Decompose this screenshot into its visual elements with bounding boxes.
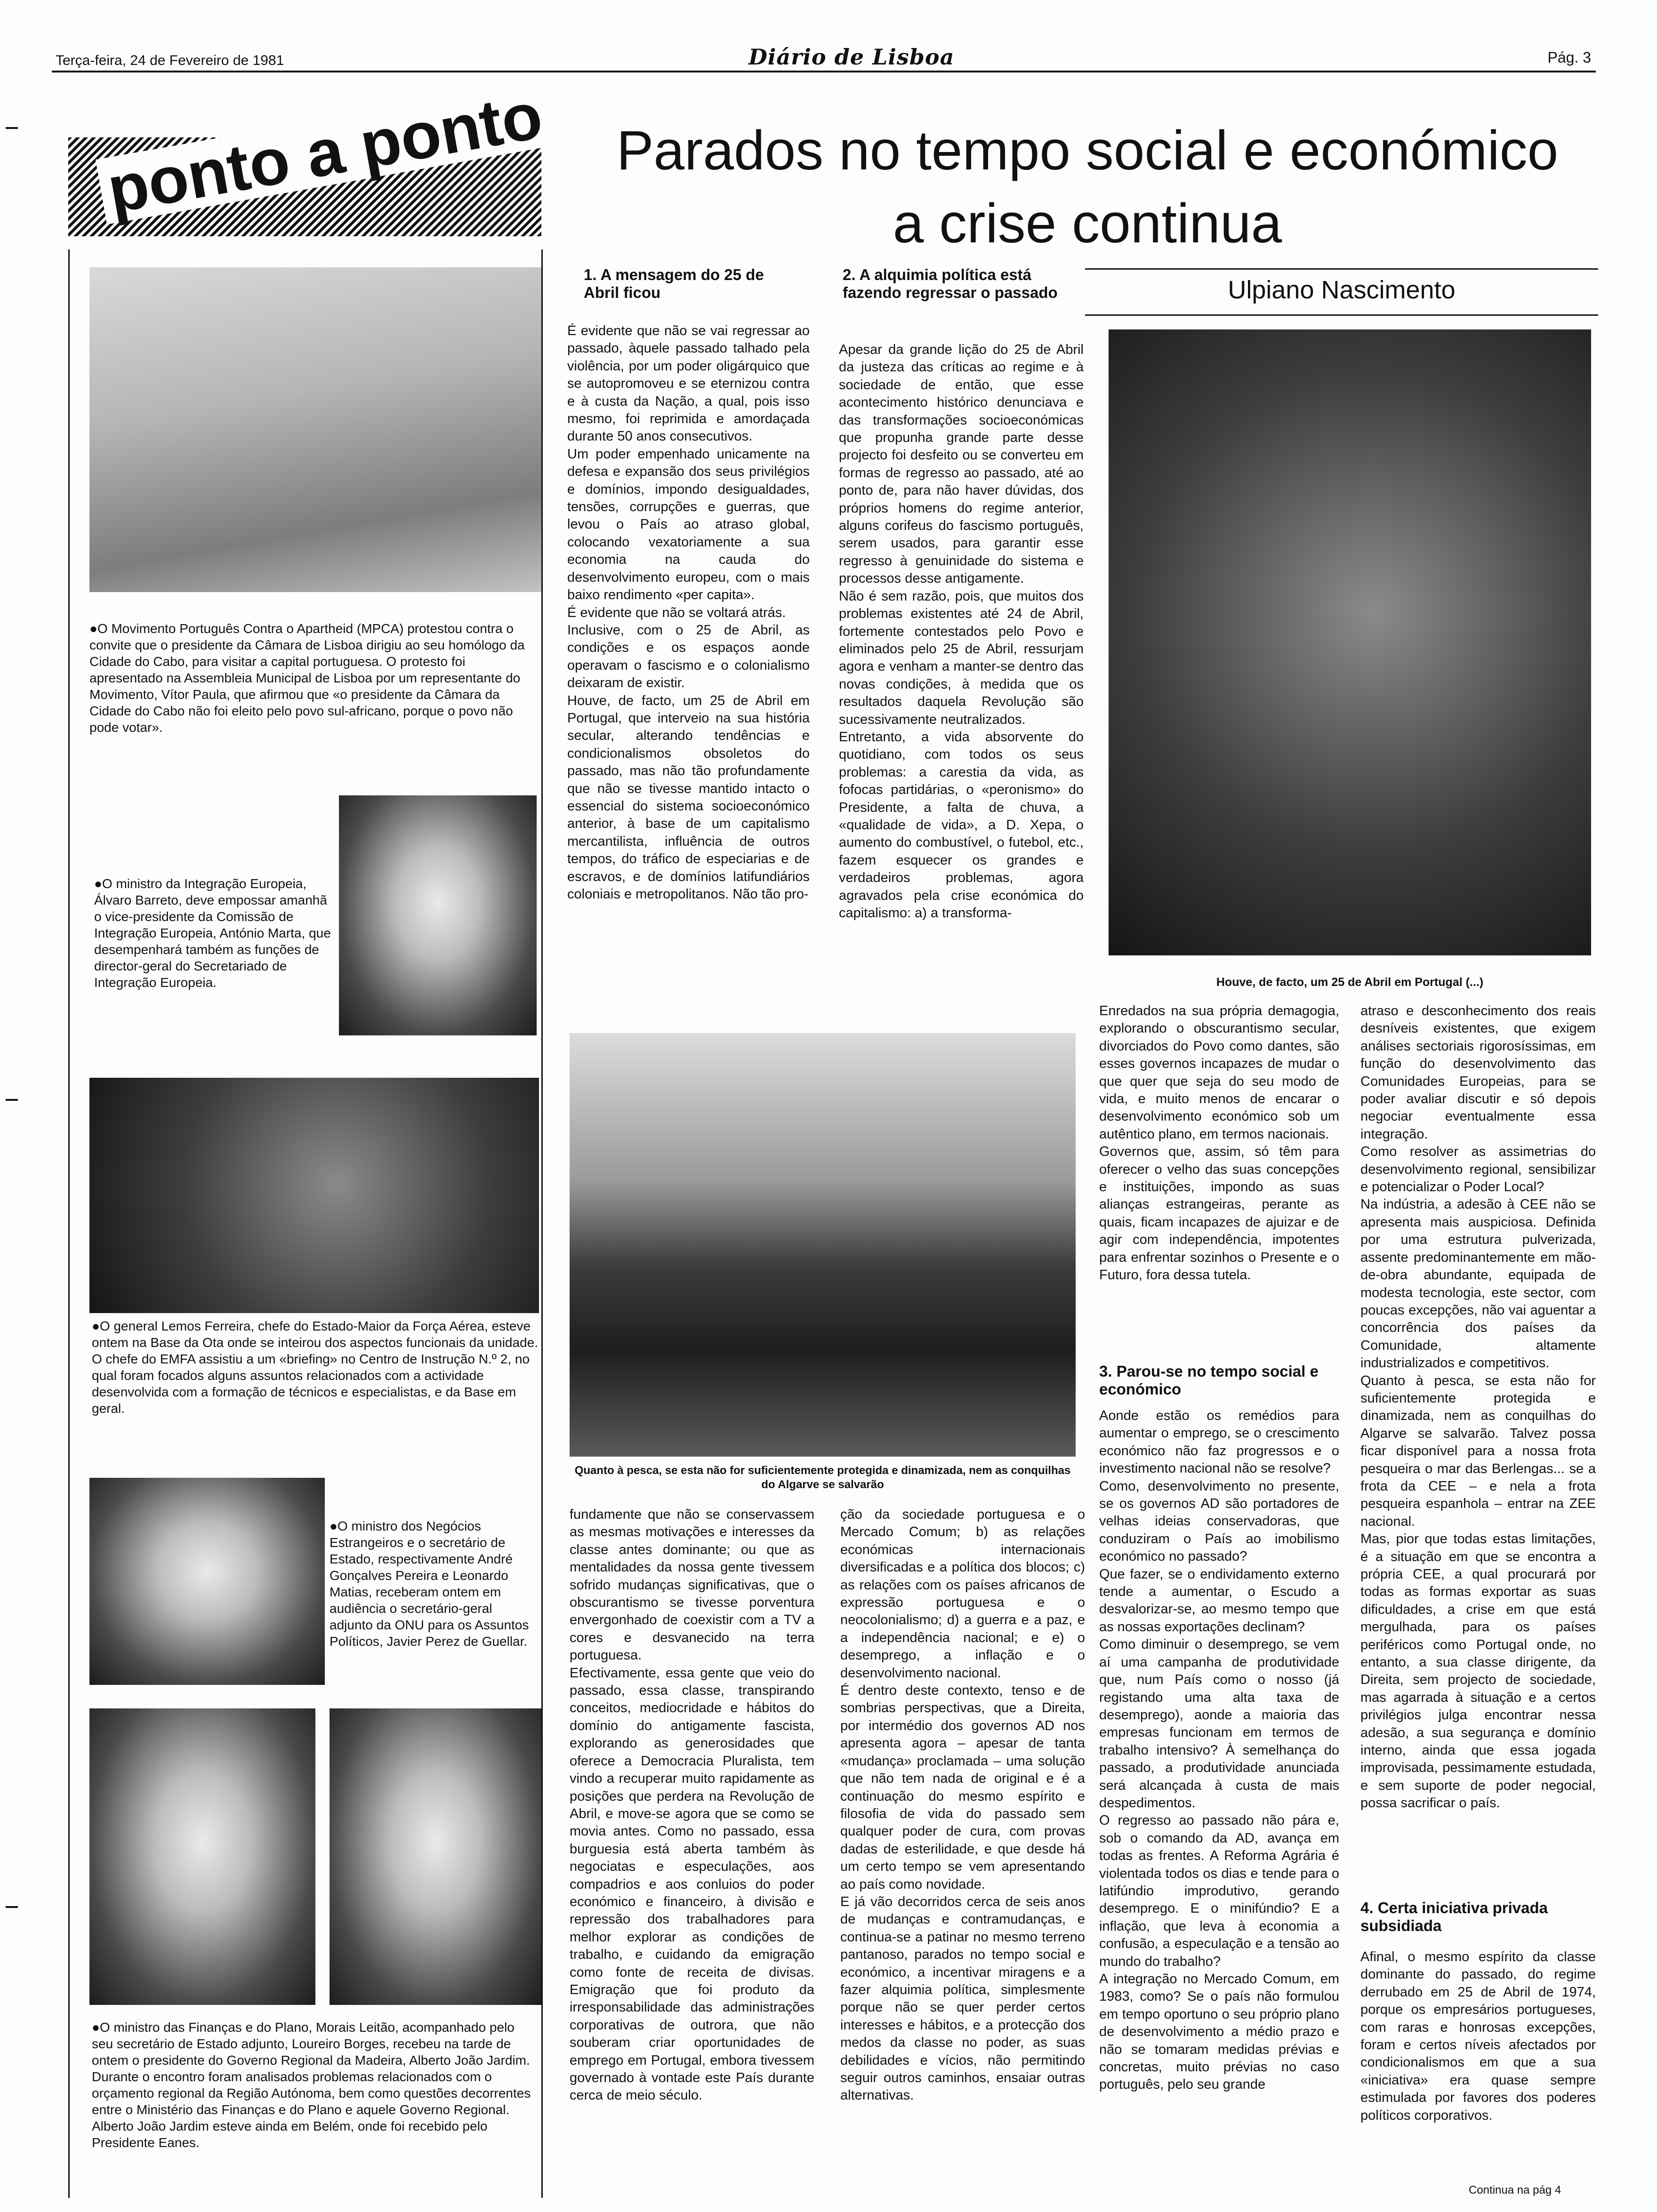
article-col-c-top: Enredados na sua própria demagogia, explorando o obscurantismo secular, divorciados do Povo como dantes, são esses governos incapazes de mudar o que quer que seja do seu modo de vida, e muito menos de encarar o desenvolvimento económico sob um autêntico plano, em termos nacionais. Governos que, assim, só têm para oferecer o velho das suas concepções e instituições, impondo as suas alianças estrangeiras, perante as quais, ficam incapazes de ajuizar e de agir com independência, impotentes para enfrentar sozinhos o Presente e o Futuro, fora dessa tutela. [1099,1003,1339,1283]
foreign-affairs-caption: ●O ministro dos Negócios Estrangeiros e o secretário de Estado, respectivamente André Gonçalves Pereira e Leonardo Matias, receberam ontem em audiência o secretário-geral adjunto da ONU para os Assuntos Políticos, Javier Perez de Guellar. [330,1519,529,1649]
morais-leitao-photo [89,1708,315,2005]
article-col-d-bottom: Afinal, o mesmo espírito da classe dominante do passado, do regime derrubado em 25 de Abril de 1974, porque os empresários portugueses, com raras e honrosas excepções, foram e certos níveis afectados por condicionalismos em que a sua «iniciativa» era quase sempre estimulada por favores dos poderes políticos corporativos. [1360,1949,1596,2123]
fishing-boat-photo [570,1033,1076,1457]
article-col-d-top: atraso e desconhecimento dos reais desníveis existentes, que exigem análises sectoriais rigorosíssimas, em função do desenvolvimento das Comunidades Europeias, para se poder avaliar discutir e só depois negociar eventualmente essa integração. Como resolver as assimetrias do desenvolvimento regional, sensibilizar e potencializar o Poder Local? Na indústria, a adesão à CEE não se apresenta mais auspiciosa. Definida por uma estrutura pulverizada, assente predominantemente em mão-de-obra abundante, equipada de modesta tecnologia, este sector, com poucas excepções, não vai aguentar a concorrência dos países da Comunidade, altamente industrializados e competitivos. Quanto à pesca, se esta não for suficientemente protegida e dinamizada, nem as conquilhas do Algarve se salvarão. Talvez possa ficar disponível para a nossa frota pesqueira o mar das Berlengas... se a frota da CEE – e nela a frota pesqueira espanhola – entrar na ZEE nacional. Mas, pior que todas estas limitações, é a situação em que se encontra a própria CEE, a qual procurará por todas as formas exportar as suas dificuldades, a crise em que está mergulhada, para os países periféricos como Portugal onde, no entanto, a sua classe dirigente, da Direita, sem projecto de sociedade, mas agarrada à situação e a certos privilégios julga encontrar nessa adesão, a sua segurança e domínio interno, ainda que essa jogada improvisada, pessimamente estudada, e sem suporte de poder negocial, possa sacrificar o país. [1360,1003,1596,1811]
article-col-b: ção da sociedade portuguesa e o Mercado Comum; b) as relações económicas internacionais diversificadas e a política dos blocos; c) as relações com os países africanos de expressão portuguesa e o neocolonialismo; d) a guerra e a paz, e a independência nacional; e e) o desemprego, a inflação e o desenvolvimento nacional. É dentro deste contexto, tenso e de sombrias perspectivas, que a Direita, por intermédio dos governos AD nos apresenta agora – apesar de tanta «mudança» proclamada – uma solução que não tem nada de original e é a continuação do mesmo espírito e filosofia de vida do passado sem qualquer poder de cura, com provas dadas de esterilidade, e que desde há um certo tempo se vem apresentando ao país como novidade. E já vão decorridos cerca de seis anos de mudanças e contramudanças, e continua-se a patinar no mesmo terreno pantanoso, parados no tempo social e económico, a incentivar miragens e a fazer alquimia política, simplesmente porque não se quer perder certos interesses e hábitos, e a protecção dos medos da classe no poder, as suas debilidades e vícios, não permitindo seguir outros caminhos, ensaiar outras alternativas. [840,1507,1085,2103]
margin-mark [6,1906,18,1908]
byline: Ulpiano Nascimento [1228,276,1456,304]
masthead: Diário de Lisboa [748,44,955,70]
subhead-3: 3. Parou-se no tempo social e económico [1099,1362,1319,1398]
article-col2: Apesar da grande lição do 25 de Abril da justeza das críticas ao regime e à sociedade de então, que esse acontecimento histórico denunciava e das transformações socioeconómicas que propunha grande parte desse projecto foi desfeito ou se converteu em formas de regresso ao passado, até ao ponto de, para não haver dúvidas, dos próprios homens do regime anterior, alguns corifeus do fascismo português, serem usados, para garantir esse regresso à genuinidade do sistema e processos desse antigamente. Não é sem razão, pois, que muitos dos problemas existentes até 24 de Abril, fortemente contestados pelo Povo e eliminados pelo 25 de Abril, ressurjam agora e venham a manter-se dentro das novas condições, à medida que os resultados daquela Revolução são sucessivamente neutralizados. Entretanto, a vida absorvente do quotidiano, com todos os seus problemas: a carestia da vida, as fofocas partidárias, o «peronismo» do Presidente, a falta de chuva, a «qualidade de vida», a D. Xepa, o aumento do combustível, o futebol, etc., fazem esquecer os grandes e verdadeiros problemas, agora agravados pela crise económica do capitalismo: a) a transforma- [839,342,1084,921]
header-date: Terça-feira, 24 de Fevereiro de 1981 [56,53,284,68]
subhead-4: 4. Certa iniciativa privada subsidiada [1360,1899,1548,1934]
continued-note: Continua na pág 4 [1469,2184,1561,2196]
left-column-border [68,249,70,2198]
fishing-caption: Quanto à pesca, se esta não for suficientemente protegida e dinamizada, nem as conquilhas do Algarve se salvarão [574,1464,1071,1491]
finance-caption: ●O ministro das Finanças e do Plano, Morais Leitão, acompanhado pelo seu secretário de Estado adjunto, Loureiro Borges, recebeu na tarde de ontem o presidente do Governo Regional da Madeira, Alberto João Jardim. Durante o encontro foram analisados problemas relacionados com o orçamento regional da Região Autónoma, bem como questões decorrentes entre o Ministério das Finanças e do Plano e aquele Governo Regional. Alberto João Jardim esteve ainda em Belém, onde foi recebido pelo Presidente Eanes. [92,2020,531,2150]
headline-line2: a crise continua [893,192,1282,255]
margin-mark [6,127,18,129]
alvaro-barreto-photo [339,795,537,1035]
foreign-minister-photo [89,1478,325,1685]
subhead-2: 2. A alquimia política está fazendo regressar o passado [843,266,1058,301]
article-col-a: fundamente que não se conservassem as mesmas motivações e interesses da classe antes dominante; ou que as mentalidades da nossa gente tivessem sofrido mudanças significativas, que o obscurantismo se tivesse porventura envergonhado de coexistir com a TV a cores e desvanecido na terra portuguesa. Efectivamente, essa gente que veio do passado, essa classe, transpirando conceitos, mediocridade e hábitos do domínio do antigamente fascista, explorando as generosidades que oferece a Democracia Pluralista, tem vindo a recuperar muito rapidamente as posições que perdera na Revolução de Abril, e move-se agora que se como se movia antes. Como no passado, essa burguesia está aberta também às negociatas e especulações, aos compadrios e aos conluios do poder económico e financeiro, à divisão e repressão dos trabalhadores para melhor explorar as condições de trabalho, e cuidando da emigração como fonte de receita de divisas. Emigração que foi produto da irresponsabilidade das administrações corporativas de outrora, que não souberam criar oportunidades de emprego em Portugal, embora tivessem governado à vontade este País durante cerca de meio século. [570,1507,814,2103]
subhead-1: 1. A mensagem do 25 de Abril ficou [584,266,764,301]
byline-rule-top [1085,268,1598,270]
mpca-caption: ●O Movimento Português Contra o Apartheid (MPCA) protestou contra o convite que o presidente da Câmara de Lisboa dirigiu ao seu homólogo da Cidade do Cabo, para visitar a capital portuguesa. O protesto foi apresentado na Assembleia Municipal de Lisboa por um representante do Movimento, Vítor Paula, que afirmou que «o presidente da Câmara da Cidade do Cabo não foi eleito pelo povo sul-africano, porque o povo não pode votar». [89,621,525,735]
soldiers-photo [1109,329,1591,955]
soldiers-caption: Houve, de facto, um 25 de Abril em Portugal (...) [1216,976,1484,989]
section-logo-text: ponto a ponto [96,80,555,224]
header-rule [52,71,1596,72]
air-force-caption: ●O general Lemos Ferreira, chefe do Estado-Maior da Força Aérea, esteve ontem na Base da Ota onde se inteirou dos aspectos funcionais da unidade. O chefe do EMFA assistiu a um «briefing» no Centro de Instrução N.º 2, no qual foram focados alguns assuntos relacionados com a actividade desenvolvida com a formação de técnicos e especialistas, e da Base em geral. [92,1319,538,1416]
general-photo [89,1078,539,1313]
integration-caption: ●O ministro da Integração Europeia, Álvaro Barreto, deve empossar amanhã o vice-presidente da Comissão de Integração Europeia, António Marta, que desempenhará também as funções de director-geral do Secretariado de Integração Europeia. [94,876,331,990]
page-number: Pág. 3 [1547,49,1591,66]
article-col-c-bottom: Aonde estão os remédios para aumentar o emprego, se o crescimento económico não faz progressos e o investimento nacional não se resolve? Como, desenvolvimento no presente, se os governos AD são portadores de velhas ideias conservadoras, que conduziram o País ao imobilismo económico no passado? Que fazer, se o endividamento externo tende a aumentar, o Escudo a desvalorizar-se, ao mesmo tempo que as nossas exportações declinam? Como diminuir o desemprego, se vem aí uma campanha de produtividade que, num País como o nosso (já registando uma alta taxa de desemprego), aonde a maioria das empresas funcionam em termos de trabalho intensivo? À semelhança do passado, a produtividade anunciada será alcançada à custa de mais despedimentos. O regresso ao passado não pára e, sob o comando da AD, avança em todas as frentes. A Reforma Agrária é violentada todos os dias e tende para o latifúndio improdutivo, gerando desemprego. E o minifúndio? E a inflação, que leva à economia a confusão, a especulação e a tensão ao mundo do trabalho? A integração no Mercado Comum, em 1983, como? Se o país não formulou em tempo oportuno o seu próprio plano de desenvolvimento a médio prazo e não se tomaram medidas prévias e concretas, muito prévias no caso português, pelo seu grande [1099,1408,1339,2092]
left-column-border [541,249,543,2198]
margin-mark [6,1099,18,1101]
city-hall-photo [89,267,541,592]
headline-line1: Parados no tempo social e económico [616,120,1559,182]
article-col1: É evidente que não se vai regressar ao passado, àquele passado talhado pela violência, por um poder oligárquico que se autopromoveu e se eternizou contra e à custa da Nação, a qual, pois isso mesmo, foi reprimida e amordaçada durante 50 anos consecutivos. Um poder empenhado unicamente na defesa e expansão dos seus privilégios e domínios, impondo desigualdades, tensões, corrupções e guerras, que levou o País ao atraso global, colocando vexatoriamente a sua economia na cauda do desenvolvimento europeu, com o mais baixo rendimento «per capita». É evidente que não se voltará atrás. Inclusive, com o 25 de Abril, as condições e os espaços aonde operavam o fascismo e o colonialismo deixaram de existir. Houve, de facto, um 25 de Abril em Portugal, que interveio na sua história secular, alterando tendências e condicionalismos obsoletos do passado, mas não tão profundamente que não se tivesse mantido intacto o essencial do sistema socioeconómico anterior, à base de um capitalismo mercantilista, influência de outros tempos, do tráfico de especiarias e de escravos, e de domínios latifundiários coloniais e metropolitanos. Não tão pro- [567,323,810,902]
byline-rule-bottom [1085,314,1598,316]
alberto-joao-jardim-photo [330,1708,541,2005]
